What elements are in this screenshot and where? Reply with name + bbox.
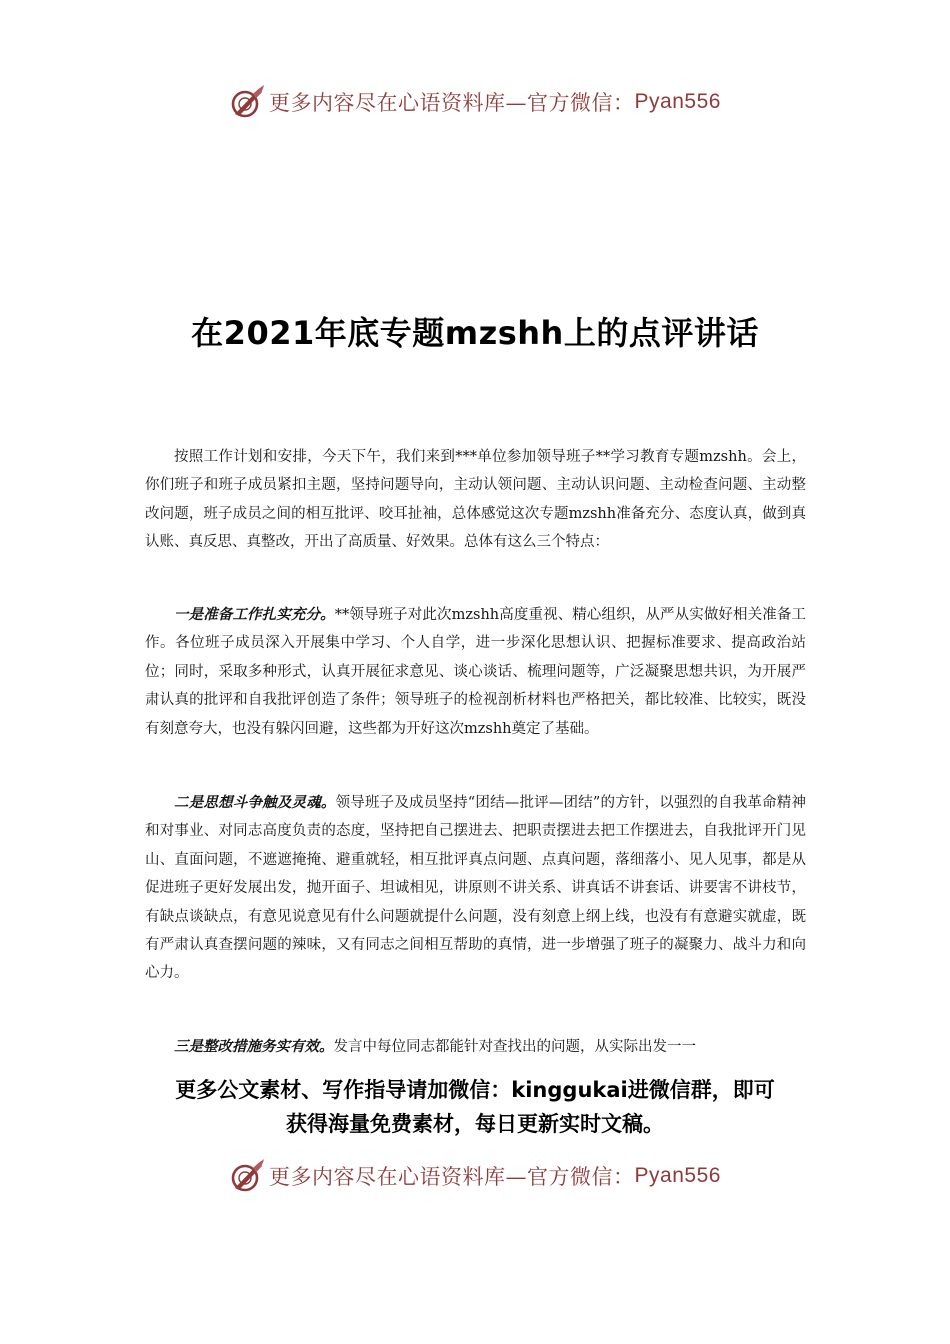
point-two-heading: 二是思想斗争触及灵魂。 <box>174 794 336 811</box>
footer-watermark <box>0 1156 950 1196</box>
point-two-text: 领导班子及成员坚持“团结—批评—团结”的方针，以强烈的自我革命精神和对事业、对同志高度负责的态度，坚持把自己摆进去、把职责摆进去把工作摆进去，自我批评开门见山、直面问题，不遮遮掩掩、避重就轻，相互批评真点问题、点真问题，落细落小、见人见事，都是从促进班子更好发展出发，抛开面子、坦诚相见，讲原则不讲关系、讲真话不讲套话、讲要害不讲枝节，有缺点谈缺点，有意见说意见有什么问题就提什么问题，没有刻意上纲上线，也没有有意避实就虚，既有严肃认真查摆问题的辣味，又有同志之间相互帮助的真情，进一步增强了班子的凝聚力、战斗力和向心力。 <box>145 795 806 982</box>
quill-logo-icon <box>229 1158 265 1194</box>
promo-banner <box>0 1073 950 1141</box>
quill-logo-icon <box>229 84 265 120</box>
paragraph-point-one <box>145 601 806 743</box>
paragraph-intro <box>145 443 806 557</box>
point-one-heading: 一是准备工作扎实充分。 <box>174 606 335 623</box>
watermark-wechat-id: Pyan556 <box>634 90 721 113</box>
point-three-heading: 三是整改措施务实有效。 <box>174 1038 334 1055</box>
watermark-site-text: 更多内容尽在心语资料库—官方微信： <box>269 1165 635 1189</box>
point-one-text: **领导班子对此次mzshh高度重视、精心组织，从严从实做好相关准备工作。各位班子成员深入开展集中学习、个人自学，进一步深化思想认识、把握标准要求、提高政治站位；同时，采取多种形式，认真开展征求意见、谈心谈话、梳理问题等，广泛凝聚思想共识，为开展严肃认真的批评和自我批评创造了条件；领导班子的检视剖析材料也严格把关，都比较准、比较实，既没有刻意夸大，也没有躲闪回避，这些都为开好这次mzshh奠定了基础。 <box>145 607 806 737</box>
paragraph-intro-text: 按照工作计划和安排，今天下午，我们来到***单位参加领导班子**学习教育专题mzshh。会上，你们班子和班子成员紧扣主题，坚持问题导向，主动认领问题、主动认识问题、主动检查问题、主动整改问题，班子成员之间的相互批评、咬耳扯袖，总体感觉这次专题mzshh准备充分、态度认真，做到真认账、真反思、真整改，开出了高质量、好效果。总体有这么三个特点： <box>145 449 806 551</box>
watermark-site-text: 更多内容尽在心语资料库—官方微信： <box>269 91 635 115</box>
paragraph-point-two <box>145 789 806 988</box>
paragraph-point-three <box>145 1033 806 1061</box>
header-watermark <box>0 82 950 122</box>
point-three-text: 发言中每位同志都能针对查找出的问题，从实际出发一一 <box>333 1039 696 1055</box>
watermark-wechat-id: Pyan556 <box>634 1164 721 1187</box>
promo-line-2: 获得海量免费素材，每日更新实时文稿。 <box>286 1112 664 1136</box>
document-title: 在2021年底专题mzshh上的点评讲话 <box>191 314 759 352</box>
promo-line-1: 更多公文素材、写作指导请加微信：kinggukai进微信群，即可 <box>175 1078 775 1102</box>
